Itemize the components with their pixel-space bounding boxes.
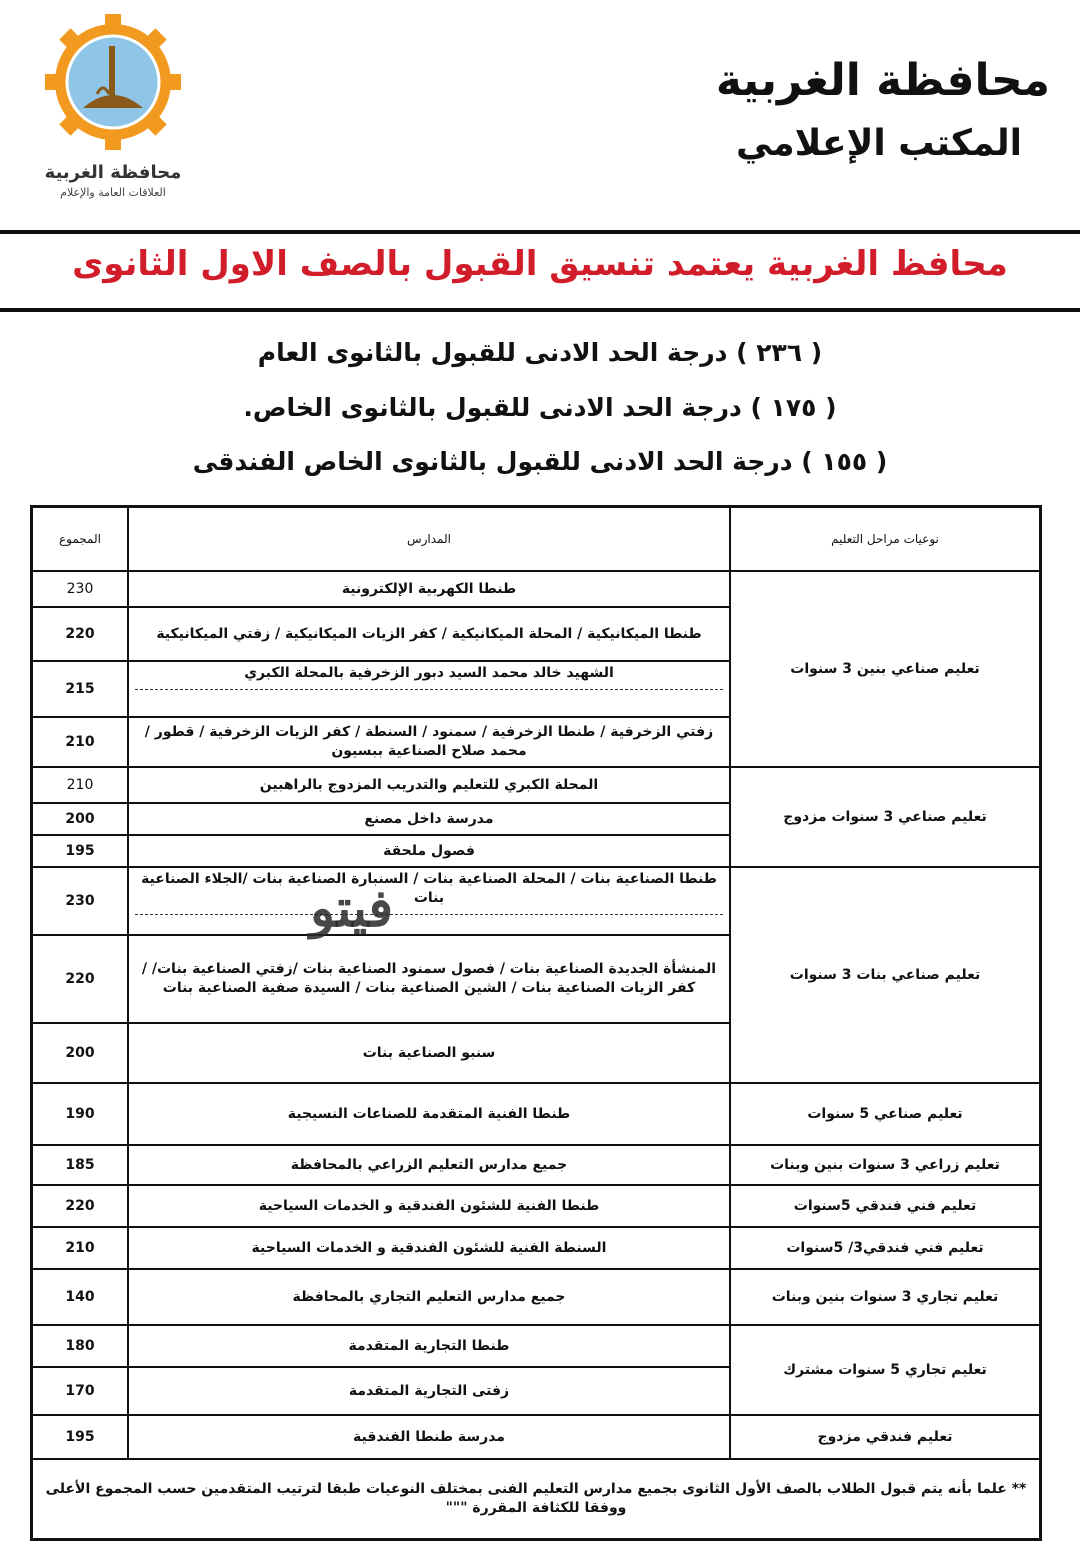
table-row — [32, 1269, 1041, 1325]
score-cell: 210 — [32, 717, 129, 767]
score-cell: 230 — [32, 571, 129, 607]
school-cell: السنطة الفنية للشئون الفندقية و الخدمات السياحية — [128, 1227, 730, 1269]
score-cell: 180 — [32, 1325, 129, 1367]
school-text: الشهيد خالد محمد السيد دبور الزخرفية بالمحلة الكبري — [244, 665, 614, 681]
school-text: طنطا الصناعية بنات / المحلة الصناعية بنات / السنبارة الصناعية بنات /الجلاء الصناعية بنات — [141, 871, 717, 906]
school-cell: سنبو الصناعية بنات — [128, 1023, 730, 1083]
score-cell: 210 — [32, 1227, 129, 1269]
education-type: تعليم صناعي بنات 3 سنوات — [730, 867, 1041, 1083]
school-cell: طنطا الكهربية الإلكترونية — [128, 571, 730, 607]
table-row — [32, 867, 1041, 935]
table-row — [32, 767, 1041, 803]
dashed-separator — [135, 689, 723, 690]
education-type: تعليم صناعي بنين 3 سنوات — [730, 571, 1041, 767]
header-schools: المدارس — [128, 507, 730, 572]
page-header — [0, 0, 1080, 230]
table-header-row — [32, 507, 1041, 572]
table-row — [32, 1325, 1041, 1367]
logo-subtitle: العلاقات العامة والإعلام — [60, 186, 166, 199]
education-type: تعليم تجاري 5 سنوات مشترك — [730, 1325, 1041, 1415]
logo-name: محافظة الغربية — [44, 162, 182, 183]
education-type: تعليم فني فندقي 5سنوات — [730, 1185, 1041, 1227]
dashed-separator — [135, 914, 723, 915]
score-cell: 220 — [32, 607, 129, 661]
footnote: ** علما بأنه يتم قبول الطلاب بالصف الأول الثانوى بجميع مدارس التعليم الفنى بمختلف النوعيات طبقا لترتيب المتقدمين حسب المجموع الأعلى ووفقا للكثافة المقررة """ — [32, 1459, 1041, 1539]
education-type: تعليم فندقي مزدوج — [730, 1415, 1041, 1459]
school-cell: جميع مدارس التعليم التجاري بالمحافظة — [128, 1269, 730, 1325]
school-cell — [128, 867, 730, 935]
education-type: تعليم صناعي 3 سنوات مزدوج — [730, 767, 1041, 867]
watermark-logo: فيتو — [310, 878, 394, 939]
header-type: نوعيات مراحل التعليم — [730, 507, 1041, 572]
score-cell: 200 — [32, 1023, 129, 1083]
divider-bottom — [0, 308, 1080, 312]
minimum-private-hotel: ( ١٥٥ ) درجة الحد الادنى للقبول بالثانوى الخاص الفندقى — [192, 447, 888, 476]
score-cell: 220 — [32, 1185, 129, 1227]
score-cell: 195 — [32, 1415, 129, 1459]
page-headline: محافظ الغربية يعتمد تنسيق القبول بالصف الاول الثانوى — [72, 244, 1008, 284]
minimum-private: ( ١٧٥ ) درجة الحد الادنى للقبول بالثانوى الخاص. — [243, 393, 837, 422]
school-cell: المحلة الكبري للتعليم والتدريب المزدوج بالراهبين — [128, 767, 730, 803]
score-cell: 190 — [32, 1083, 129, 1145]
school-cell: زفتى التجارية المتقدمة — [128, 1367, 730, 1415]
education-type: تعليم صناعي 5 سنوات — [730, 1083, 1041, 1145]
school-cell: فصول ملحقة — [128, 835, 730, 867]
education-type: تعليم تجاري 3 سنوات بنين وبنات — [730, 1269, 1041, 1325]
score-cell: 210 — [32, 767, 129, 803]
governorate-logo — [28, 12, 198, 202]
table-row — [32, 1083, 1041, 1145]
score-cell: 140 — [32, 1269, 129, 1325]
school-cell: طنطا التجارية المتقدمة — [128, 1325, 730, 1367]
note-row — [32, 1459, 1041, 1539]
score-cell: 170 — [32, 1367, 129, 1415]
school-cell: طنطا الفنية للشئون الفندقية و الخدمات السياحية — [128, 1185, 730, 1227]
score-cell: 200 — [32, 803, 129, 835]
school-cell: المنشأة الجديدة الصناعية بنات / فصول سمنود الصناعية بنات /زفتي الصناعية بنات/ / كفر الزيات الصناعية بنات / الشين الصناعية بنات / السيدة صفية الصناعية بنات — [128, 935, 730, 1023]
admission-table — [30, 505, 1042, 1541]
header-total: المجموع — [32, 507, 129, 572]
score-cell: 220 — [32, 935, 129, 1023]
divider-top — [0, 230, 1080, 234]
score-cell: 230 — [32, 867, 129, 935]
score-cell: 195 — [32, 835, 129, 867]
school-cell: طنطا الفنية المتقدمة للصناعات النسيجية — [128, 1083, 730, 1145]
office-title: المكتب الإعلامي — [735, 123, 1022, 164]
school-cell: مدرسة طنطا الفندقية — [128, 1415, 730, 1459]
school-cell: طنطا الميكانيكية / المحلة الميكانيكية / كفر الزيات الميكانيكية / زفتي الميكانيكية — [128, 607, 730, 661]
school-cell: زفتي الزخرفية / طنطا الزخرفية / سمنود / السنطة / كفر الزيات الزخرفية / قطور /محمد صلاح الصناعية ببسيون — [128, 717, 730, 767]
minimum-general: ( ٢٣٦ ) درجة الحد الادنى للقبول بالثانوى العام — [257, 338, 823, 367]
school-cell — [128, 661, 730, 717]
governorate-title: محافظة الغربية — [715, 55, 1050, 106]
school-cell: مدرسة داخل مصنع — [128, 803, 730, 835]
score-cell: 185 — [32, 1145, 129, 1185]
table-row — [32, 1227, 1041, 1269]
education-type: تعليم زراعي 3 سنوات بنين وبنات — [730, 1145, 1041, 1185]
table-row — [32, 571, 1041, 607]
table-row — [32, 1145, 1041, 1185]
education-type: تعليم فني فندقي3/ 5سنوات — [730, 1227, 1041, 1269]
table-row — [32, 1185, 1041, 1227]
gear-logo-icon — [43, 12, 183, 152]
score-cell: 215 — [32, 661, 129, 717]
school-cell: جميع مدارس التعليم الزراعي بالمحافظة — [128, 1145, 730, 1185]
table-row — [32, 1415, 1041, 1459]
